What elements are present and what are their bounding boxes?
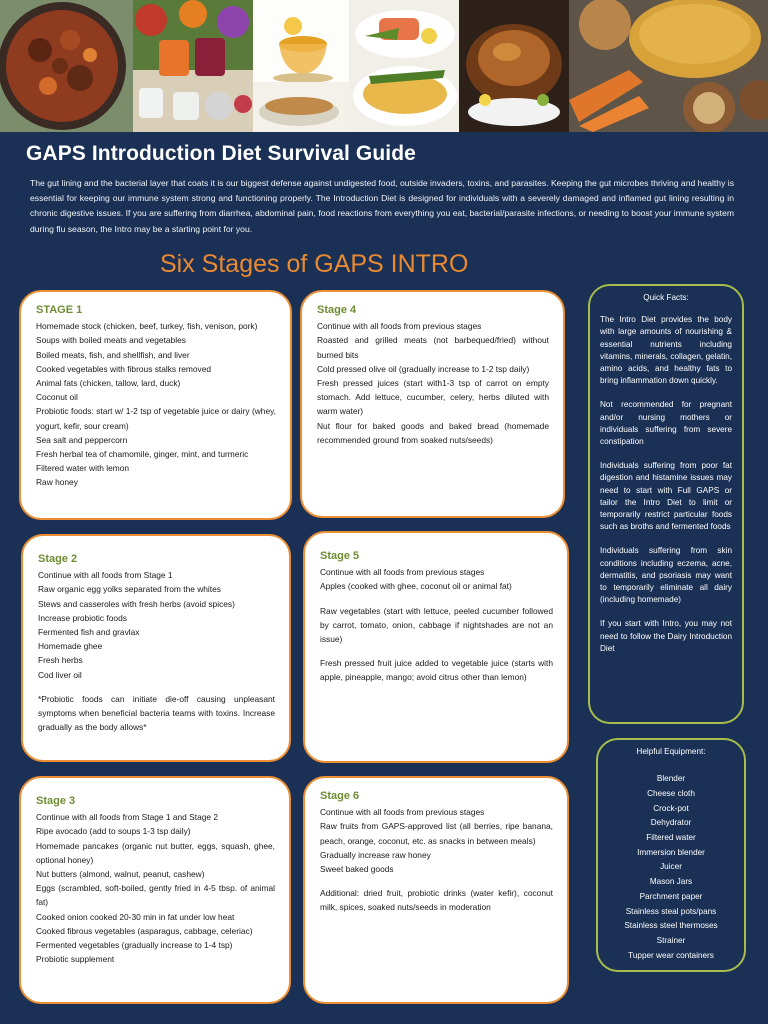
stage-3-card (19, 776, 291, 1004)
equipment-item: Tupper wear containers (628, 950, 714, 960)
list-item: Probiotic supplement (36, 954, 115, 965)
list-item: Stews and casseroles with fresh herbs (avoid spices) (38, 598, 235, 609)
equipment-item: Mason Jars (649, 877, 693, 887)
list-item: Continue with all foods from previous stages (320, 807, 485, 818)
equipment-item: Juicer (660, 862, 682, 872)
list-item: Eggs (scrambled, soft-boiled, gently fried in 4-5 tbsp. of animal fat) (36, 883, 275, 908)
stage-2-card (21, 534, 291, 762)
equipment-item: Parchment paper (639, 891, 703, 901)
list-item: Fresh pressed juices (start with1-3 tsp of carrot on empty stomach. Add lettuce, cucumber, celery, herbs diluted with warm water) (317, 378, 549, 417)
stages-subtitle: Six Stages of GAPS INTRO (160, 250, 469, 278)
list-item: Continue with all foods from previous stages (320, 567, 485, 578)
list-item: Coconut oil (36, 392, 78, 403)
list-item: Apples (cooked with ghee, coconut oil or animal fat) (320, 581, 512, 592)
list-item: Sea salt and peppercorn (36, 434, 128, 445)
photo-strip (0, 0, 768, 132)
stage-6-card (303, 776, 569, 1004)
list-item: Cooked vegetables with fibrous stalks removed (36, 363, 212, 374)
list-item: Cooked fibrous vegetables (asparagus, cabbage, celeriac) (36, 925, 253, 936)
equipment-item: Cheese cloth (647, 788, 695, 798)
tea-cup-photo (253, 0, 349, 132)
list-item: Continue with all foods from Stage 1 (38, 570, 173, 581)
roast-chicken-photo (459, 0, 569, 132)
stage-title: Stage 4 (317, 304, 357, 316)
list-item: Gradually increase raw honey (320, 849, 431, 860)
equipment-item: Dehydrator (650, 818, 692, 828)
list-item: Increase probiotic foods (38, 612, 127, 623)
quick-facts-title: Quick Facts: (643, 293, 689, 302)
spacer (320, 646, 553, 656)
list-item: Additional: dried fruit, probiotic drinks (water kefir), coconut milk, spices, soaked nuts/seeds in moderation (320, 888, 553, 913)
stage-title: Stage 5 (320, 550, 360, 562)
list-item: Continue with all foods from Stage 1 and Stage 2 (36, 812, 219, 823)
list-item: Raw honey (36, 477, 78, 488)
list-item: Raw fruits from GAPS-approved list (all berries, ripe banana, peach, orange, coconut, etc. as snacks in between meals) (320, 821, 553, 846)
stage-5-card (303, 531, 569, 763)
list-item: Roasted and grilled meats (not barbequed/fried) without burned bits (317, 335, 549, 360)
list-item: Cod liver oil (38, 669, 82, 680)
equipment-panel (596, 738, 746, 972)
equipment-title: Helpful Equipment: (636, 747, 706, 756)
salmon-dish-photo (349, 0, 459, 132)
equipment-item: Stainless steal pots/pans (625, 906, 717, 916)
fact-item: If you start with Intro, you may not need to follow the Dairy Introduction Diet (600, 619, 732, 653)
spacer (320, 594, 553, 604)
spacer (38, 682, 275, 692)
list-item: Fresh herbal tea of chamomile, ginger, mint, and turmeric (36, 449, 249, 460)
list-item: Fermented fish and gravlax (38, 627, 140, 638)
probiotic-note: *Probiotic foods can initiate die-off causing unpleasant symptoms when beneficial bacteria teams with toxins. Increase gradually as the body allows* (38, 693, 275, 733)
list-item: Fermented vegetables (gradually increase to 1-4 tsp) (36, 940, 233, 951)
list-item: Boiled meats, fish, and shellfish, and liver (36, 349, 190, 360)
intro-paragraph: The gut lining and the bacterial layer that coats it is our biggest defense against undigested food, outside invaders, toxins, and parasites. Keeping the gut microbes thriving and healthy is essential for keeping our immune system strong and functioning properly. The Introduction Diet is designed for individuals with a severely damaged and inflamed gut lining resulting in chronic digestive issues. If you are suffering from diarrhea, abdominal pain, food reactions from everything you eat, bacterial/parasite infections, or needing to boost your immune system during flu season, the Intro may be a starting point for you. (30, 178, 734, 234)
equipment-item: Stainless steel thermoses (624, 921, 718, 931)
fact-item: The Intro Diet provides the body with large amounts of nourishing & essential nutrients including vitamins, minerals, collagen, gelatin, amino acids, and healthy fats to bring inflammation down quickly. (600, 315, 732, 386)
fact-item: Individuals suffering from skin conditions including eczema, acne, dermatitis, and psoriasis may want to temporarily eliminate all dairy (including homemade) (600, 546, 732, 605)
equipment-item: Filtered water (646, 833, 696, 843)
stage-title: Stage 2 (38, 553, 78, 565)
list-item: Fresh herbs (38, 655, 83, 666)
beef-stew-photo (0, 0, 133, 132)
equipment-item: Crock-pot (653, 803, 689, 813)
bone-broth-photo (569, 0, 768, 132)
stage-4-card (300, 290, 565, 518)
list-item: Filtered water with lemon (36, 463, 130, 474)
list-item: Cooked onion cooked 20-30 min in fat under low heat (36, 911, 235, 922)
juices-photo (133, 0, 253, 132)
list-item: Fresh pressed fruit juice added to vegetable juice (starts with apple, pineapple, mango; avoid citrus other than lemon) (320, 658, 553, 683)
list-item: Homemade pancakes (organic nut butter, eggs, squash, ghee, optional honey) (36, 840, 275, 865)
list-item: Nut butters (almond, walnut, peanut, cashew) (36, 869, 205, 880)
stage-1-card (19, 290, 292, 520)
fact-item: Individuals suffering from poor fat digestion and histamine issues may need to start with Full GAPS or tailor the Intro Diet to limit or temporarily restrict particular foods such as broths and fermented foods (600, 461, 732, 532)
list-item: Nut flour for baked goods and baked bread (homemade recommended ground from soaked nuts/seeds) (317, 420, 549, 445)
quick-facts-panel (588, 284, 744, 724)
equipment-item: Strainer (656, 935, 686, 945)
spacer (320, 876, 553, 886)
list-item: Cold pressed olive oil (gradually increase to 1-2 tsp daily) (317, 363, 530, 374)
list-item: Sweet baked goods (320, 864, 394, 875)
list-item: Homemade stock (chicken, beef, turkey, fish, venison, pork) (36, 321, 258, 332)
list-item: Continue with all foods from previous stages (317, 321, 482, 332)
page-title: GAPS Introduction Diet Survival Guide (26, 142, 416, 165)
list-item: Soups with boiled meats and vegetables (36, 335, 186, 346)
fact-item: Not recommended for pregnant and/or nursing mothers or individuals suffering from severe constipation (600, 400, 732, 447)
list-item: Homemade ghee (38, 641, 103, 652)
list-item: Ripe avocado (add to soups 1-3 tsp daily) (36, 826, 191, 837)
stage-title: Stage 6 (320, 790, 360, 802)
list-item: Raw vegetables (start with lettuce, peeled cucumber followed by carrot, tomato, onion, cabbage if nightshades are not an issue) (320, 605, 553, 645)
equipment-item: Immersion blender (637, 847, 705, 857)
stage-title: STAGE 1 (36, 304, 83, 316)
stage-title: Stage 3 (36, 795, 76, 807)
list-item: Probiotic foods: start w/ 1-2 tsp of vegetable juice or dairy (whey, yogurt, kefir, sour cream) (36, 406, 276, 431)
equipment-item: Blender (656, 774, 686, 784)
list-item: Raw organic egg yolks separated from the whites (38, 584, 221, 595)
list-item: Animal fats (chicken, tallow, lard, duck) (36, 378, 181, 389)
